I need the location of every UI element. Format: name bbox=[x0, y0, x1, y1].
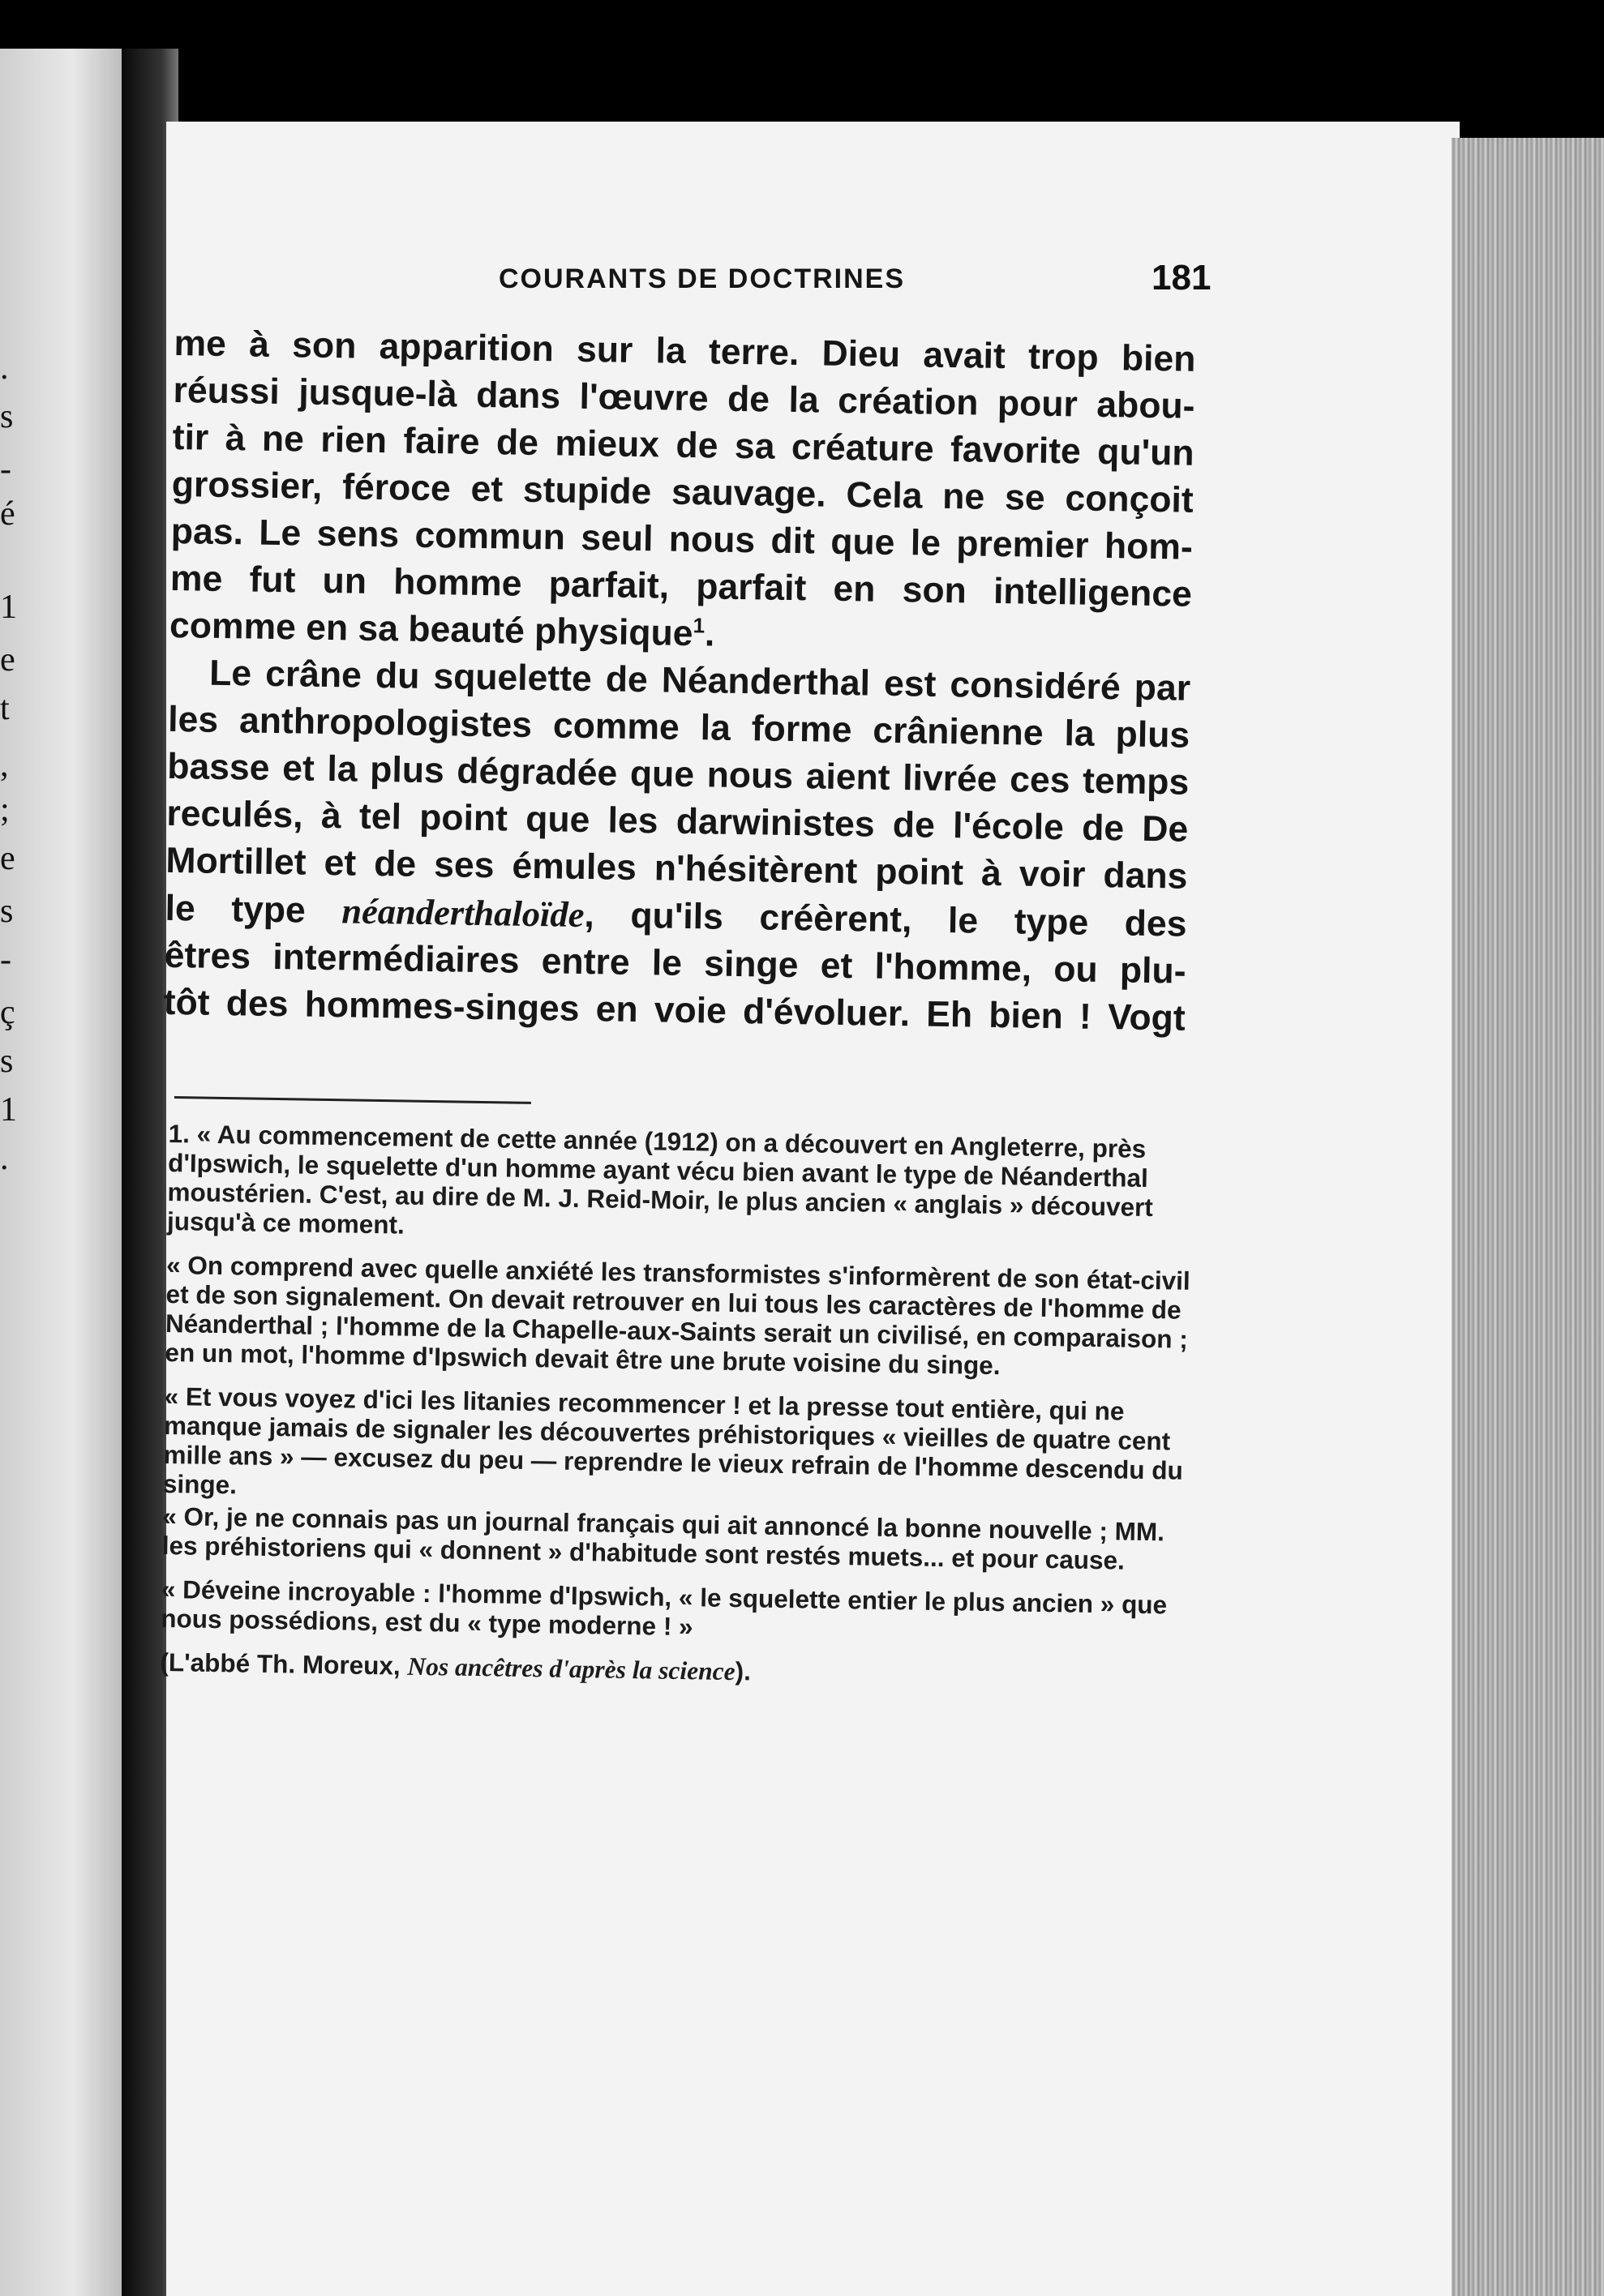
main-text bbox=[163, 320, 1196, 1043]
citation-end: ). bbox=[735, 1656, 752, 1686]
left-page-fragment: 1 bbox=[0, 1091, 17, 1129]
text-line: Le crâne du squelette de Néanderthal est considéré par bbox=[208, 653, 1191, 709]
page-number: 181 bbox=[1152, 258, 1212, 298]
footnote-marker: 1 bbox=[693, 613, 706, 638]
text-run: le type bbox=[165, 888, 307, 931]
text-run: comme en sa beauté physique bbox=[169, 605, 693, 654]
left-page-fragment: - bbox=[0, 451, 11, 488]
left-page-fragment: e bbox=[0, 840, 15, 877]
running-head: COURANTS DE DOCTRINES bbox=[499, 263, 906, 294]
citation-title: Nos ancêtres d'après la science bbox=[407, 1651, 736, 1686]
left-page-fragment: . bbox=[0, 1140, 9, 1177]
citation-author: (L'abbé Th. Moreux, bbox=[160, 1647, 401, 1681]
text-line: Mortillet et de ses émules n'hésitèrent point à voir dans bbox=[165, 840, 1188, 897]
text-line: pas. Le sens commun seul nous dit que le premier hom- bbox=[170, 511, 1194, 568]
text-line: êtres intermédiaires entre le singe et l'homme, ou plu- bbox=[164, 935, 1186, 992]
left-facing-page bbox=[0, 49, 122, 2296]
left-page-fragment: é bbox=[0, 495, 15, 533]
text-line: les anthropologistes comme la forme crânienne la plus bbox=[167, 699, 1190, 756]
text-line: basse et la plus dégradée que nous aient livrée ces temps bbox=[166, 746, 1190, 803]
left-page-fragment: ç bbox=[0, 994, 15, 1031]
text-line: tir à ne rien faire de mieux de sa créature favorite qu'un bbox=[172, 417, 1194, 473]
footnote-paragraph: « On comprend avec quelle anxiété les transformistes s'informèrent de son état-civil et de son signalement. On devait retrouver en lui tous les caractères de l'homme de Néanderthal ; l'homme de la Chapelle-aux-Saints serait un civilisé, en comparaison ; en un mot, l'homme d'Ipswich devait être une brute voisine du singe. bbox=[165, 1249, 1190, 1381]
text-line: reculés, à tel point que les darwinistes de l'école de De bbox=[166, 793, 1189, 850]
text-run: , qu'ils créèrent, le type des bbox=[584, 895, 1187, 945]
footnotes bbox=[160, 1119, 1194, 1694]
text-run: . bbox=[704, 614, 715, 654]
page-edges bbox=[1452, 138, 1604, 2296]
left-page-fragment: , bbox=[0, 747, 9, 784]
text-line: grossier, féroce et stupide sauvage. Cela ne se conçoit bbox=[171, 464, 1194, 520]
left-page-fragment: ; bbox=[0, 791, 10, 829]
left-page-fragment: s bbox=[0, 398, 14, 435]
left-page-fragment: s bbox=[0, 1043, 14, 1080]
left-page-fragment: s bbox=[0, 893, 14, 930]
text-line: réussi jusque-là dans l'œuvre de la création pour abou- bbox=[173, 370, 1195, 426]
left-page-fragment: e bbox=[0, 641, 15, 679]
left-page-fragment: t bbox=[0, 690, 10, 727]
left-page-fragment: . bbox=[0, 349, 9, 387]
text-line: tôt des hommes-singes en voie d'évoluer. Eh bien ! Vogt bbox=[163, 982, 1186, 1039]
footnote-paragraph: « Et vous voyez d'ici les litanies recommencer ! et la presse tout entière, qui ne manque jamais de signaler les découvertes préhistoriques « vieilles de quatre cent mille ans » — excusez du peu — reprendre le vieux refrain de l'homme descendu du singe. bbox=[162, 1381, 1184, 1500]
text-line: me fut un homme parfait, parfait en son intelligence bbox=[169, 558, 1193, 615]
footnote-paragraph: 1. « Au commencement de cette année (1912) on a découvert en Angleterre, près d'Ipswich, le squelette d'un homme ayant vécu bien avant le type de Néanderthal moustérien. C'est, au dire de M. J. Reid-Moir, le plus ancien « anglais » découvert jusqu'à ce moment. bbox=[166, 1119, 1154, 1240]
text-line: me à son apparition sur la terre. Dieu avait trop bien bbox=[174, 323, 1196, 379]
italic-term: néanderthaloïde bbox=[341, 890, 585, 936]
footnote-paragraph: « Déveine incroyable : l'homme d'Ipswich, « le squelette entier le plus ancien » que nous possédions, est du « type moderne ! » bbox=[161, 1574, 1168, 1642]
left-page-fragment: 1 bbox=[0, 589, 17, 626]
footnote-paragraph: « Or, je ne connais pas un journal français qui ait annoncé la bonne nouvelle ; MM. les préhistoriens qui « donnent » d'habitude sont restés muets... et pour cause. bbox=[161, 1501, 1165, 1575]
left-page-fragment: - bbox=[0, 941, 11, 979]
